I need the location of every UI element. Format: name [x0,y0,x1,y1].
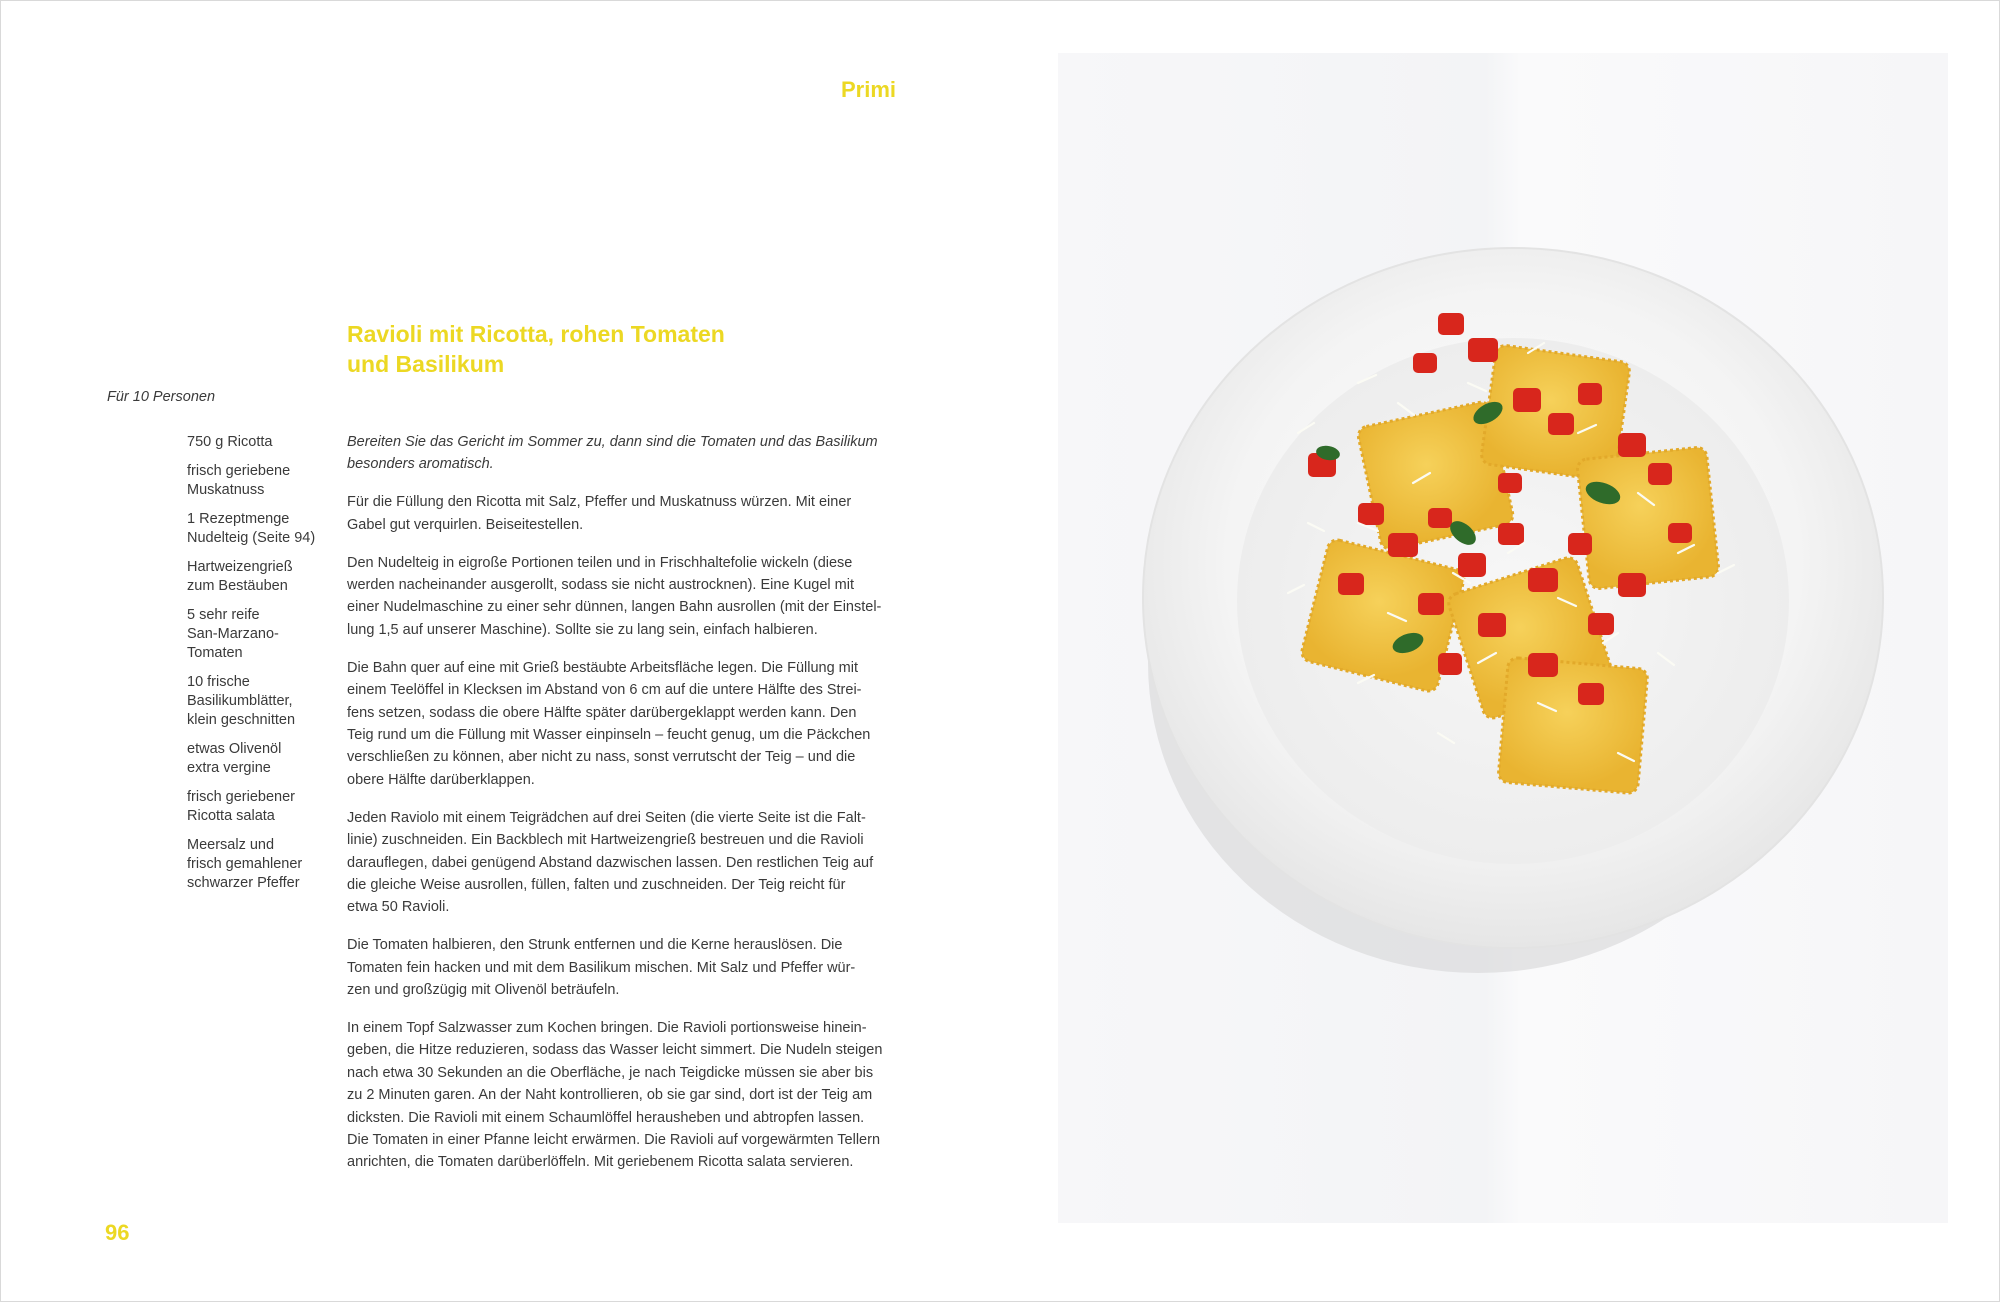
method-line: linie) zuschneiden. Ein Backblech mit Hartweizengrieß bestreuen und die Ravioli [347,832,864,849]
method-paragraph [347,934,899,1001]
recipe-title [347,319,867,379]
method-line: fens setzen, sodass die obere Hälfte später darübergeklappt werden kann. Den [347,704,857,721]
ingredient-line: Muskatnuss [187,482,265,498]
method-line: Tomaten fein hacken und mit dem Basilikum mischen. Mit Salz und Pfeffer wür- [347,959,856,976]
method-line: die gleiche Weise ausrollen, füllen, falten und zuschneiden. Der Teig reicht für [347,876,846,893]
ingredient-line: Nudelteig (Seite 94) [187,530,316,546]
method-line: etwa 50 Ravioli. [347,899,450,916]
method-line: geben, die Hitze reduzieren, sodass das Wasser leicht simmert. Die Nudeln steigen [347,1042,883,1059]
intro-paragraph [347,431,899,476]
method-paragraph [347,657,899,791]
method-line: In einem Topf Salzwasser zum Kochen bringen. Die Ravioli portionsweise hinein- [347,1019,867,1036]
ingredient-line: frisch geriebener [187,789,295,805]
dish-photo [1058,53,1948,1223]
method-line: Bereiten Sie das Gericht im Sommer zu, dann sind die Tomaten und das Basilikum [347,434,878,450]
method-line: obere Hälfte darüberklappen. [347,771,535,788]
ingredient-line: 750 g Ricotta [187,434,273,450]
ingredient-line: Basilikumblätter, [187,693,293,709]
method-line: lung 1,5 auf unserer Maschine). Sollte sie zu lang sein, einfach halbieren. [347,621,818,638]
recipe-title-line: Ravioli mit Ricotta, rohen Tomaten [347,321,725,347]
ingredient-line: San-Marzano- [187,626,279,642]
method-line: Jeden Raviolo mit einem Teigrädchen auf drei Seiten (die vierte Seite ist die Falt- [347,809,866,826]
method-line: dicksten. Die Ravioli mit einem Schaumlöffel herausheben und abtropfen lassen. [347,1109,865,1126]
ingredient-line: frisch gemahlener [187,856,303,872]
method-paragraph [347,552,899,642]
ingredient-item [187,740,327,778]
ravioli-plate-illustration [1058,53,1948,1223]
recipe-title-line: und Basilikum [347,351,505,377]
ingredient-item [187,510,327,548]
ingredient-line: Tomaten [187,645,243,661]
ingredient-item [187,558,327,596]
servings-note: Für 10 Personen [107,389,216,405]
method-paragraph [347,491,899,536]
ingredient-line: schwarzer Pfeffer [187,875,300,891]
method-line: verschließen zu können, aber nicht zu nass, sonst verrutscht der Teig – und die [347,749,856,766]
ingredient-item [187,433,327,452]
method-line: anrichten, die Tomaten darüberlöffeln. Mit geriebenem Ricotta salata servieren. [347,1154,854,1171]
ingredient-item [187,788,327,826]
method-paragraph [347,807,899,919]
method-line: darauflegen, dabei genügend Abstand dazwischen lassen. Den restlichen Teig auf [347,854,874,871]
method-line: einer Nudelmaschine zu einer sehr dünnen, langen Bahn ausrollen (mit der Einstel- [347,599,882,616]
method-line: zu 2 Minuten garen. An der Naht kontrollieren, ob sie gar sind, dort ist der Teig am [347,1087,873,1104]
ingredient-line: 5 sehr reife [187,607,260,623]
ingredient-line: 10 frische [187,674,250,690]
ravioli [1498,657,1648,794]
ingredient-line: extra vergine [187,760,271,776]
method-line: werden nacheinander ausgerollt, sodass sie nicht austrocknen). Eine Kugel mit [347,577,854,594]
method-line: Die Bahn quer auf eine mit Grieß bestäubte Arbeitsfläche legen. Die Füllung mit [347,659,858,676]
method-line: Die Tomaten in einer Pfanne leicht erwärmen. Die Ravioli auf vorgewärmten Tellern [347,1131,881,1148]
method-text [347,431,899,1189]
ingredient-list [187,433,327,903]
page-number: 96 [105,1220,130,1245]
method-line: Für die Füllung den Ricotta mit Salz, Pfeffer und Muskatnuss würzen. Mit einer [347,494,852,511]
section-heading: Primi [840,77,896,102]
ingredient-item [187,836,327,893]
method-line: Die Tomaten halbieren, den Strunk entfernen und die Kerne herauslösen. Die [347,937,843,954]
ingredient-line: klein geschnitten [187,712,296,728]
ingredient-line: etwas Olivenöl [187,741,282,757]
ingredient-item [187,673,327,730]
method-line: zen und großzügig mit Olivenöl beträufeln. [347,982,620,999]
ingredient-line: Hartweizengrieß [187,559,293,575]
ingredient-line: 1 Rezeptmenge [187,511,290,527]
ingredient-line: frisch geriebene [187,463,291,479]
method-line: Den Nudelteig in eigroße Portionen teilen und in Frischhaltefolie wickeln (diese [347,554,853,571]
method-line: besonders aromatisch. [347,456,494,473]
method-line: nach etwa 30 Sekunden an die Oberfläche, je nach Teigdicke müssen sie aber bis [347,1064,874,1081]
ingredient-line: zum Bestäuben [187,578,288,594]
ingredient-line: Ricotta salata [187,808,275,824]
ingredient-item [187,462,327,500]
method-line: einem Teelöffel in Klecksen im Abstand von 6 cm auf die untere Hälfte des Strei- [347,682,862,699]
method-paragraph [347,1017,899,1174]
method-line: Gabel gut verquirlen. Beiseitestellen. [347,516,584,533]
method-line: Teig rund um die Füllung mit Wasser einpinseln – feucht genug, um die Päckchen [347,726,871,743]
ingredient-line: Meersalz und [187,837,275,853]
ingredient-item [187,606,327,663]
